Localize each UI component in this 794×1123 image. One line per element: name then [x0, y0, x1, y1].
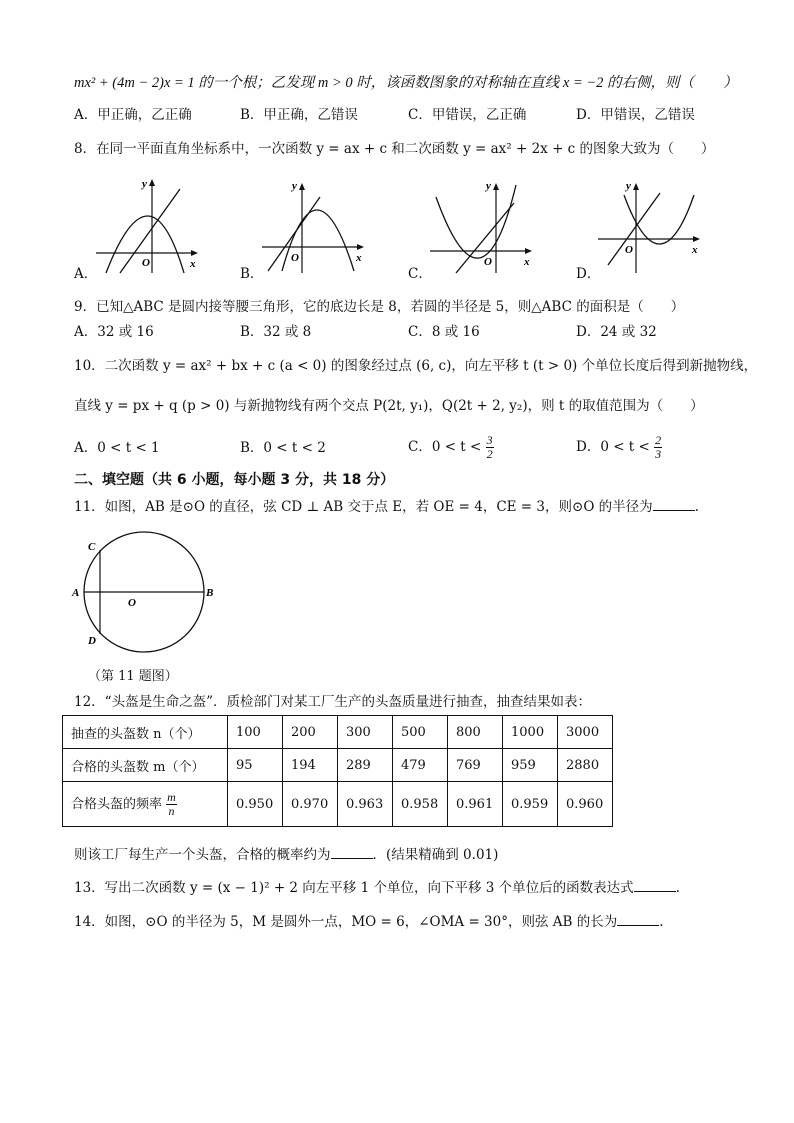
table-row-head-text: 合格头盔的频率 — [71, 796, 163, 812]
table-cell: 1000 — [503, 716, 558, 749]
q10-option-d — [576, 434, 662, 461]
section-title: 二、填空题（共 6 小题，每小题 3 分，共 18 分） — [74, 472, 395, 488]
graph-c-y-label: y — [486, 180, 491, 192]
q10-line1: 10．二次函数 y = ax² + bx + c (a < 0) 的图象经过点 (6, c)，向左平移 t (t > 0) 个单位长度后得到新抛物线， — [74, 358, 758, 374]
q12-answer-blank[interactable] — [331, 845, 373, 859]
q8-label-b: B． — [240, 266, 264, 282]
graph-c — [426, 175, 536, 275]
table-cell: 959 — [503, 749, 558, 782]
q13-stem: 13．写出二次函数 y = (x − 1)² + 2 向左平移 1 个单位，向下平移 3 个单位后的函数表达式 — [74, 880, 634, 896]
table-cell: 200 — [283, 716, 338, 749]
q11-point-c: C — [88, 541, 96, 553]
q9-stem: 9．已知△ABC 是圆内接等腰三角形，它的底边长是 8，若圆的半径是 5，则△ABC 的面积是（ ） — [74, 299, 685, 315]
table-cell: 300 — [338, 716, 393, 749]
table-row — [63, 749, 613, 782]
table-cell: 2880 — [558, 749, 613, 782]
table-cell: 100 — [228, 716, 283, 749]
q7-option-b: B．甲正确，乙错误 — [240, 107, 358, 123]
table-row-head: 合格的头盔数 m（个） — [63, 749, 228, 782]
q11-end: . — [694, 499, 699, 515]
table-cell: 0.950 — [228, 782, 283, 827]
q9-option-c: C．8 或 16 — [408, 324, 480, 340]
table-cell: 0.960 — [558, 782, 613, 827]
q8-label-a: A． — [74, 266, 98, 282]
table-row-head: 抽查的头盔数 n（个） — [63, 716, 228, 749]
q11-circle-figure — [70, 528, 220, 656]
q11-stem-text: 11．如图，AB 是⊙O 的直径，弦 CD ⊥ AB 交于点 E，若 OE = 4，CE = 3，则⊙O 的半径为 — [74, 499, 653, 515]
q10-option-c-fraction: $\frac{3}{2}$ — [486, 433, 493, 461]
q13-end: . — [675, 880, 680, 896]
table-cell: 3000 — [558, 716, 613, 749]
q10-option-b: B．0 < t < 2 — [240, 440, 326, 456]
graph-a-y-label: y — [142, 178, 147, 190]
q10-option-c-prefix: C．0 < t < — [408, 439, 482, 455]
q12-after — [74, 845, 498, 864]
q11-point-o: O — [128, 597, 136, 609]
frequency-fraction: $\frac{m}{n}$ — [167, 789, 176, 818]
q14-end: . — [659, 914, 664, 930]
q7-option-c: C．甲错误，乙正确 — [408, 107, 527, 123]
q10-option-d-prefix: D．0 < t < — [576, 439, 650, 455]
q8-label-d: D． — [576, 266, 601, 282]
table-cell: 479 — [393, 749, 448, 782]
graph-c-origin: O — [484, 256, 492, 268]
graph-c-x-label: x — [524, 256, 530, 268]
graph-d-origin: O — [625, 244, 633, 256]
table-row-head — [63, 782, 228, 827]
graph-a-x-label: x — [190, 258, 196, 270]
q12-after-text: 则该工厂每生产一个头盔，合格的概率约为 — [74, 847, 331, 863]
table-cell: 0.959 — [503, 782, 558, 827]
q8-stem: 8．在同一平面直角坐标系中，一次函数 y = ax + c 和二次函数 y = ax² + 2x + c 的图象大致为（ ） — [74, 141, 715, 157]
q14-answer-blank[interactable] — [617, 912, 659, 926]
q9-option-b: B．32 或 8 — [240, 324, 312, 340]
q10-option-c — [408, 434, 494, 461]
graph-a — [92, 175, 202, 275]
q11-point-d: D — [88, 635, 96, 647]
table-cell: 500 — [393, 716, 448, 749]
q12-table — [62, 715, 613, 827]
q14 — [74, 912, 664, 931]
graph-b-origin: O — [291, 252, 299, 264]
q13-answer-blank[interactable] — [634, 878, 676, 892]
table-cell: 800 — [448, 716, 503, 749]
graph-d-x-label: x — [692, 244, 698, 256]
q11-point-a: A — [72, 587, 80, 599]
q12-after-note: ．(结果精确到 0.01) — [372, 847, 499, 863]
graph-d — [594, 175, 704, 275]
table-cell: 289 — [338, 749, 393, 782]
q11-stem — [74, 497, 699, 516]
q10-option-a: A．0 < t < 1 — [74, 440, 160, 456]
q9-option-a: A．32 或 16 — [74, 324, 154, 340]
table-cell: 0.958 — [393, 782, 448, 827]
table-cell: 0.963 — [338, 782, 393, 827]
q10-option-d-fraction: $\frac{2}{3}$ — [655, 433, 662, 461]
q9-option-d: D．24 或 32 — [576, 324, 657, 340]
q7-option-d: D．甲错误，乙错误 — [576, 107, 695, 123]
table-row — [63, 716, 613, 749]
q12-stem: 12．“头盔是生命之盔”．质检部门对某工厂生产的头盔质量进行抽查，抽查结果如表： — [74, 694, 591, 710]
q14-stem: 14．如图，⊙O 的半径为 5，M 是圆外一点，MO = 6，∠OMA = 30°，则弦 AB 的长为 — [74, 914, 618, 930]
graph-a-origin: O — [142, 257, 150, 269]
graph-b — [258, 175, 368, 275]
q7-line: mx² + (4m − 2)x = 1 的一个根；乙发现 m > 0 时，该函数图象的对称轴在直线 x = −2 的右侧，则（ ） — [74, 75, 738, 91]
q8-label-c: C． — [408, 266, 432, 282]
q10-line2: 直线 y = px + q (p > 0) 与新抛物线有两个交点 P(2t, y₁)，Q(2t + 2, y₂)，则 t 的取值范围为（ ） — [74, 398, 704, 414]
graph-b-y-label: y — [292, 180, 297, 192]
q11-caption: （第 11 题图） — [88, 669, 178, 684]
graph-d-y-label: y — [626, 180, 631, 192]
q13 — [74, 878, 680, 897]
q11-point-b: B — [206, 587, 214, 599]
q11-answer-blank[interactable] — [653, 497, 695, 511]
table-cell: 95 — [228, 749, 283, 782]
q7-option-a: A．甲正确，乙正确 — [74, 107, 192, 123]
table-row — [63, 782, 613, 827]
table-cell: 194 — [283, 749, 338, 782]
table-cell: 0.961 — [448, 782, 503, 827]
graph-b-x-label: x — [356, 252, 362, 264]
table-cell: 0.970 — [283, 782, 338, 827]
table-cell: 769 — [448, 749, 503, 782]
